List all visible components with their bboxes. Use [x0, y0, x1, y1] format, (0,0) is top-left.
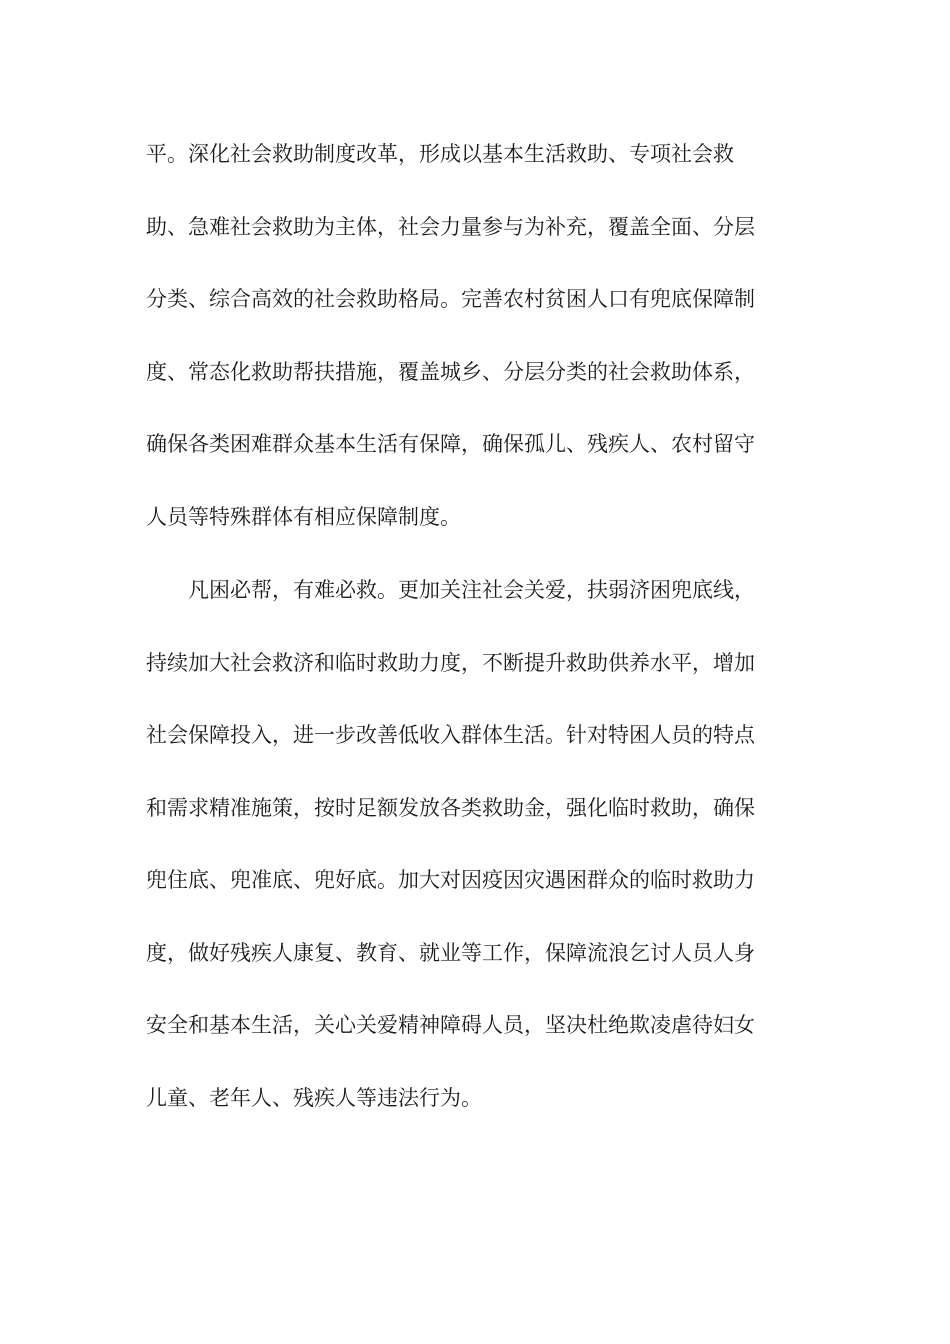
text-line: 凡困必帮，有难必救。更加关注社会关爱，扶弱济困兜底线， — [188, 578, 755, 602]
text-line: 度，做好残疾人康复、教育、就业等工作，保障流浪乞讨人员人身 — [146, 940, 755, 965]
text-line: 兜住底、兜准底、兜好底。加大对因疫因灾遇困群众的临时救助力 — [146, 868, 755, 892]
text-line: 安全和基本生活，关心关爱精神障碍人员，坚决杜绝欺凌虐待妇女 — [146, 1013, 755, 1037]
text-line: 儿童、老年人、残疾人等违法行为。 — [146, 1085, 482, 1110]
text-line: 分类、综合高效的社会救助格局。完善农村贫困人口有兜底保障制 — [146, 287, 755, 311]
text-line: 社会保障投入，进一步改善低收入群体生活。针对特困人员的特点 — [146, 723, 755, 747]
text-line: 持续加大社会救济和临时救助力度，不断提升救助供养水平，增加 — [146, 650, 755, 675]
text-line: 人员等特殊群体有相应保障制度。 — [146, 504, 461, 529]
paragraph-social-assistance-reform — [146, 118, 846, 553]
text-line: 助、急难社会救助为主体，社会力量参与为补充，覆盖全面、分层 — [146, 214, 755, 239]
paragraph-help-those-in-need — [146, 554, 846, 1134]
text-line: 和需求精准施策，按时足额发放各类救助金，强化临时救助，确保 — [146, 795, 755, 820]
text-line: 确保各类困难群众基本生活有保障，确保孤儿、残疾人、农村留守 — [146, 432, 755, 456]
text-line: 度、常态化救助帮扶措施，覆盖城乡、分层分类的社会救助体系， — [146, 359, 755, 384]
text-line: 平。深化社会救助制度改革，形成以基本生活救助、专项社会救 — [146, 142, 734, 166]
